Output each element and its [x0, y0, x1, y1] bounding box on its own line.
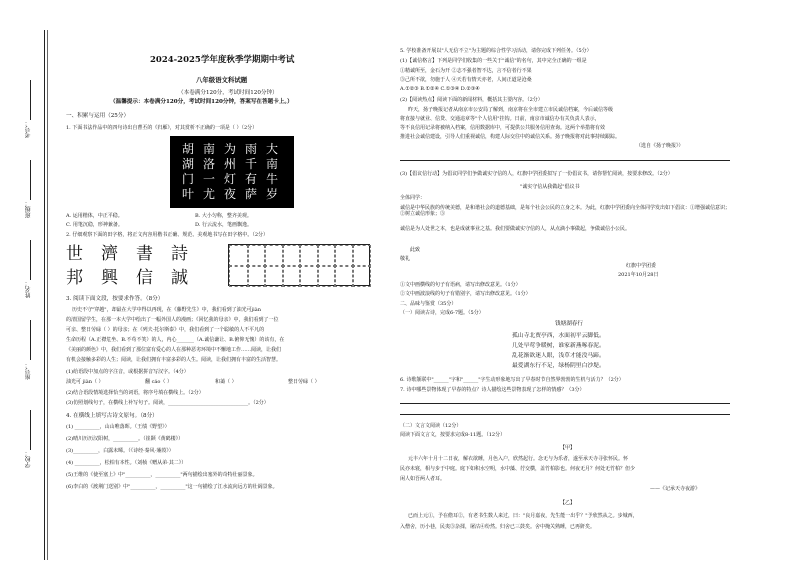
char-box: 濟	[101, 244, 118, 264]
calligraphy-char: 千	[245, 157, 258, 171]
kaohao-line	[30, 80, 31, 120]
calligraphy-char: 门	[182, 172, 195, 186]
calligraphy-char: 南	[203, 142, 216, 156]
character-row-2	[66, 268, 216, 288]
calligraphy-char: 萨	[245, 187, 258, 201]
grid-cell[interactable]	[352, 245, 372, 267]
calligraphy-char: 州	[224, 157, 237, 171]
passage-line-5: 《美丽的颜色》中，我们看到了那位富有爱心的人在那种恶劣环境中不懈地工作……阅读，让我们	[66, 347, 282, 353]
q1-option-b: B. 大小匀称，整齐美观。	[195, 213, 252, 219]
calligraphy-image	[170, 136, 294, 208]
q1-option-a: A. 运用楷体，中正平稳。	[66, 213, 123, 219]
char-box: 詩	[171, 244, 188, 264]
calligraphy-char: 南	[266, 157, 279, 171]
poem-line: 乱花渐欲迷人眼，浅草才能没马蹄。	[512, 353, 605, 359]
passage-line-3: 可亲、整日劳碌（ ）的母亲；在《列夫·托尔斯泰》中，我们看到了一个聪敏的人不平凡的	[66, 327, 265, 333]
q4-item: (3)__________，白露未晞。（《诗经·秦风·蒹葭》）	[66, 448, 174, 454]
calligraphy-char: 岁	[266, 187, 279, 201]
xuexiao-line	[30, 410, 31, 450]
passage-line-2: 的清国留学生，在那一本大学中绘出了一幅外国人的漫画；《回忆我的母亲》中，我们看到了一位	[66, 317, 279, 323]
question-7: 7. 诗中哪些景物体现了早春的特点？诗人描绘这些景物表现了怎样的情感？（3分）	[400, 387, 585, 393]
q5-1-item: A.①②③ B.①②④ C.①③④ D.②③④	[400, 86, 480, 92]
yi-line: 入僧舍，历小巷，民夷③杂揉，屠沽④纷然。归舍已三鼓矣。舍中掩关熟睡，已再鼾矣。	[400, 524, 596, 530]
question-5-2: (2)【阅读热点】阅读下面的新闻材料，概括其主要内容。（2分）	[400, 97, 543, 103]
q4-item: (6)李白的《渡荆门送别》中"__________，__________"这一句描绘了江水流向远方的壮阔景象。	[66, 484, 278, 490]
subsection-classical: （二）文言文阅读（12分）	[400, 423, 462, 429]
letter-greeting: 全体同学：	[400, 195, 426, 201]
q4-item: (2)晴川历历汉阳树，__________。（崔颢《黄鹤楼》）	[66, 436, 184, 442]
calligraphy-char: 为	[224, 142, 237, 156]
calligraphy-characters	[180, 140, 288, 204]
xingming-line	[30, 240, 31, 280]
q4-item: (1) __________，山山唯落晖。（王绩《野望》）	[66, 424, 170, 430]
text-jia-label: 【甲】	[560, 445, 576, 451]
question-2: 2. 仔细观察下面的田字格，将正文内容用楷书正确、规范、美观地书写在田字格中。（2分）	[66, 232, 269, 238]
yi-line: 已而上元①，予在儋耳②，有老书生数人来过，曰："良月嘉夜，先生能一出乎？"予欣然从之。步城西，	[408, 513, 638, 519]
q5-2-line: 昨天，扬子晚报记者从南京市公安局了解到，南京将在全市建立市民诚信档案，今后诚信等级	[408, 107, 614, 113]
question-3-1: (1)给语段中加点的字注音，或根据拼音写汉字。（4分）	[66, 369, 189, 375]
letter-question-2: ②文中画波浪线的句子有错别字，请写出修改意见。（1分）	[400, 291, 531, 297]
banji-line	[30, 160, 31, 200]
question-3-3: (3)仿照划线句子，在横线上补写句子。阅读，________________________________。（2分）	[66, 400, 269, 406]
poem-title: 钱塘湖春行	[555, 321, 583, 327]
poem-line: 几处早莺争暖树，谁家新燕啄春泥。	[512, 343, 605, 349]
q5-2-line: 将直接与就业、信贷、交通违章等"个人信用"挂钩。日前，南京市诚信办有关负责人表示，	[400, 116, 600, 122]
q5-2-source: （选自《扬子晚报》）	[636, 143, 684, 149]
question-5-3: (3)【倡议信行动】为倡议同学们争做诚实守信的人，红旗中学团委拟写了一份倡议书，请你帮忙阅读，按要求修改。（2分）	[400, 171, 673, 177]
char-box: 世	[66, 244, 83, 264]
sidebar-divider	[44, 30, 45, 560]
exam-title: 2024-2025学年度秋季学期期中考试	[150, 55, 295, 65]
char-box: 興	[101, 268, 118, 288]
character-row-1	[66, 244, 216, 264]
letter-close-1: 此致	[410, 247, 421, 253]
q4-item: (4) __________，松柏有本性。（刘桢《赠从弟·其二》）	[66, 460, 187, 466]
time-note: （本卷满分120分，考试时间120分钟）	[178, 90, 278, 96]
text-yi-label: 【乙】	[560, 500, 576, 506]
jia-line: 闲人如吾两人者耳。	[400, 476, 446, 482]
question-5-1: (1)【诚信格言】下列是同学们收集的一些关于"诚信"的名句，其中完全正确的一组是	[400, 58, 587, 64]
subsection-instruction: 阅读下面文言文，按要求完成8-11题。（12分）	[400, 432, 506, 438]
char-box: 書	[136, 244, 153, 264]
writing-grid[interactable]	[228, 244, 370, 286]
calligraphy-char: 有	[245, 172, 258, 186]
letter-date: 2021年10月28日	[618, 272, 659, 278]
calligraphy-char: 牛	[266, 172, 279, 186]
q1-option-d: D. 行云流水，笔画飘逸。	[195, 222, 253, 228]
letter-sign: 红旗中学团委	[626, 263, 657, 269]
xingming-label: 姓名：	[25, 280, 32, 298]
passage-line-1: 历史不守"穿越"，却最在大学中得以再现，在《藤野先生》中，我们看到了油光可jiàn	[72, 307, 261, 313]
question-1: 1. 下面书法作品中的四句诗出自曹丕的《归雁》，对其赏析不正确的一项是（ ）（2分）	[66, 125, 258, 131]
q5-1-item: ①精诚所至，金石为开 ②志不强者智不达，言不信者行不果	[400, 68, 532, 74]
calligraphy-char: 灯	[224, 172, 237, 186]
answer-line	[400, 414, 730, 415]
zuhao-label: 座号：	[25, 362, 32, 380]
q5-2-line: 推进社会诚信建设，引导人们重视诚信，构建人际交往中的诚信关系。扬子晚报将对此事持续跟踪。	[400, 134, 621, 140]
subsection-poem: （一）阅读古诗，完成6-7题。（5分）	[400, 310, 484, 316]
letter-close-2: 敬礼	[400, 256, 411, 262]
reminder: （温馨提示：本卷满分120分，考试时间120分钟，答案写在答题卡上。）	[110, 99, 293, 105]
poem-line: 最爱湖东行不足，绿杨阴里白沙堤。	[512, 363, 605, 369]
char-box: 邦	[66, 268, 83, 288]
jia-line: 民亦未寝，相与步于中庭。庭下如积水空明，水中藻、荇交横，盖竹柏影也。何夜无月？何处无竹柏？但少	[400, 466, 636, 472]
passage-line-4: 生命历程（A.正襟危坐、B.不苟不笑）的人，内心_______（A.诚信谦让、B.俯仰无愧）的该有，在	[66, 337, 285, 343]
xuexiao-label: 学校：	[25, 450, 32, 468]
question-5: 5. 学校准备开展以"人无信不立"为主题的综合性学习活动，请你完成下列任务。（5分）	[400, 48, 592, 54]
banji-label: 班级：	[25, 200, 32, 218]
calligraphy-char: 洛	[203, 157, 216, 171]
poem-line: 孤山寺北贾亭西，水面初平云脚低。	[512, 333, 605, 339]
grid-cell[interactable]	[352, 265, 372, 287]
question-4: 4. 在横线上填写古诗文原句。（8分）	[66, 413, 158, 419]
calligraphy-char: 胡	[182, 142, 195, 156]
calligraphy-char: 雨	[245, 142, 258, 156]
letter-title: "诚实守信从我做起"倡议书	[520, 184, 580, 190]
calligraphy-char: 大	[266, 142, 279, 156]
letter-question-1: ①文中画横线的句子有语病，请写出修改意见。（1分）	[400, 282, 521, 288]
calligraphy-char: 夜	[224, 187, 237, 201]
q4-item: (5)王维的《使至塞上》中"__________，__________"两句描绘出塞外的奇特壮丽景象。	[66, 472, 258, 478]
q3-1-item: 油光可 jiàn（ ）	[66, 379, 104, 385]
letter-paragraph-2: 诚信是为人处世之本，也是成就事业之基。我们要做诚实守信的人，从点滴小事做起，争做诚信小公民。	[400, 226, 631, 232]
q5-1-item: ③己所不欲，勿施于人 ④天若有情天亦老，人间正道是沧桑	[400, 77, 532, 83]
exam-subtitle: 八年级语文科试题	[196, 76, 248, 84]
answer-line	[400, 403, 730, 404]
q3-1-item: 整日劳碌（ ）	[288, 379, 320, 385]
calligraphy-char: 尤	[203, 187, 216, 201]
letter-paragraph-1: 诚信是中华民族的传统美德，是和谐社会的道德基础，是每个社会公民的立身之本。为此，红旗中学团委向全体同学发出如下倡议：①增强诚信意识；②树立诚信形象；③	[400, 205, 731, 218]
char-box: 誠	[171, 268, 188, 288]
section-1-heading: 一、积累与运用（25分）	[66, 113, 130, 119]
jia-source: ——《记承天寺夜游》	[650, 486, 701, 492]
section-2-heading: 二、品味与鉴赏（35分）	[400, 301, 457, 307]
q5-2-line: 等不良信用记录将被纳入档案，信用数据库中，可提供公共服务信用查询。这两个举措将有效	[400, 125, 606, 131]
zuhao-line	[30, 320, 31, 360]
kaohao-label: 考号：	[25, 120, 32, 138]
q3-1-item: 翻 cáo（ ）	[145, 379, 172, 385]
jia-line: 元丰六年十月十二日夜，解衣欲睡，月色入户，欣然起行。念无与为乐者，遂至承天寺寻张怀民。怀	[408, 456, 629, 462]
answer-line	[400, 160, 730, 161]
question-6: 6. 诗歌颔联中"______"字和"______"字生动形象地写出了早春时节自然界勃勃的生机与活力？（2分）	[400, 377, 624, 383]
q1-option-c: C. 用笔沉稳，形神兼备。	[66, 222, 123, 228]
calligraphy-char: 一	[203, 172, 216, 186]
question-3-2: (2)结合语段情境选择恰当的词语，将序号填在横线上。（2分）	[66, 390, 204, 396]
q3-1-item: 和蔼（ ）	[215, 379, 237, 385]
char-box: 信	[136, 268, 153, 288]
sidebar-divider-2	[47, 30, 48, 560]
calligraphy-char: 叶	[182, 187, 195, 201]
question-3: 3. 阅读下面文段，按要求作答。（8分）	[66, 296, 164, 302]
passage-line-6: 有机会接触多彩的人生；阅读，让我们拥有丰富多彩的人生。阅读，让我们拥有丰富的生活智慧。	[66, 357, 282, 363]
calligraphy-char: 湖	[182, 157, 195, 171]
